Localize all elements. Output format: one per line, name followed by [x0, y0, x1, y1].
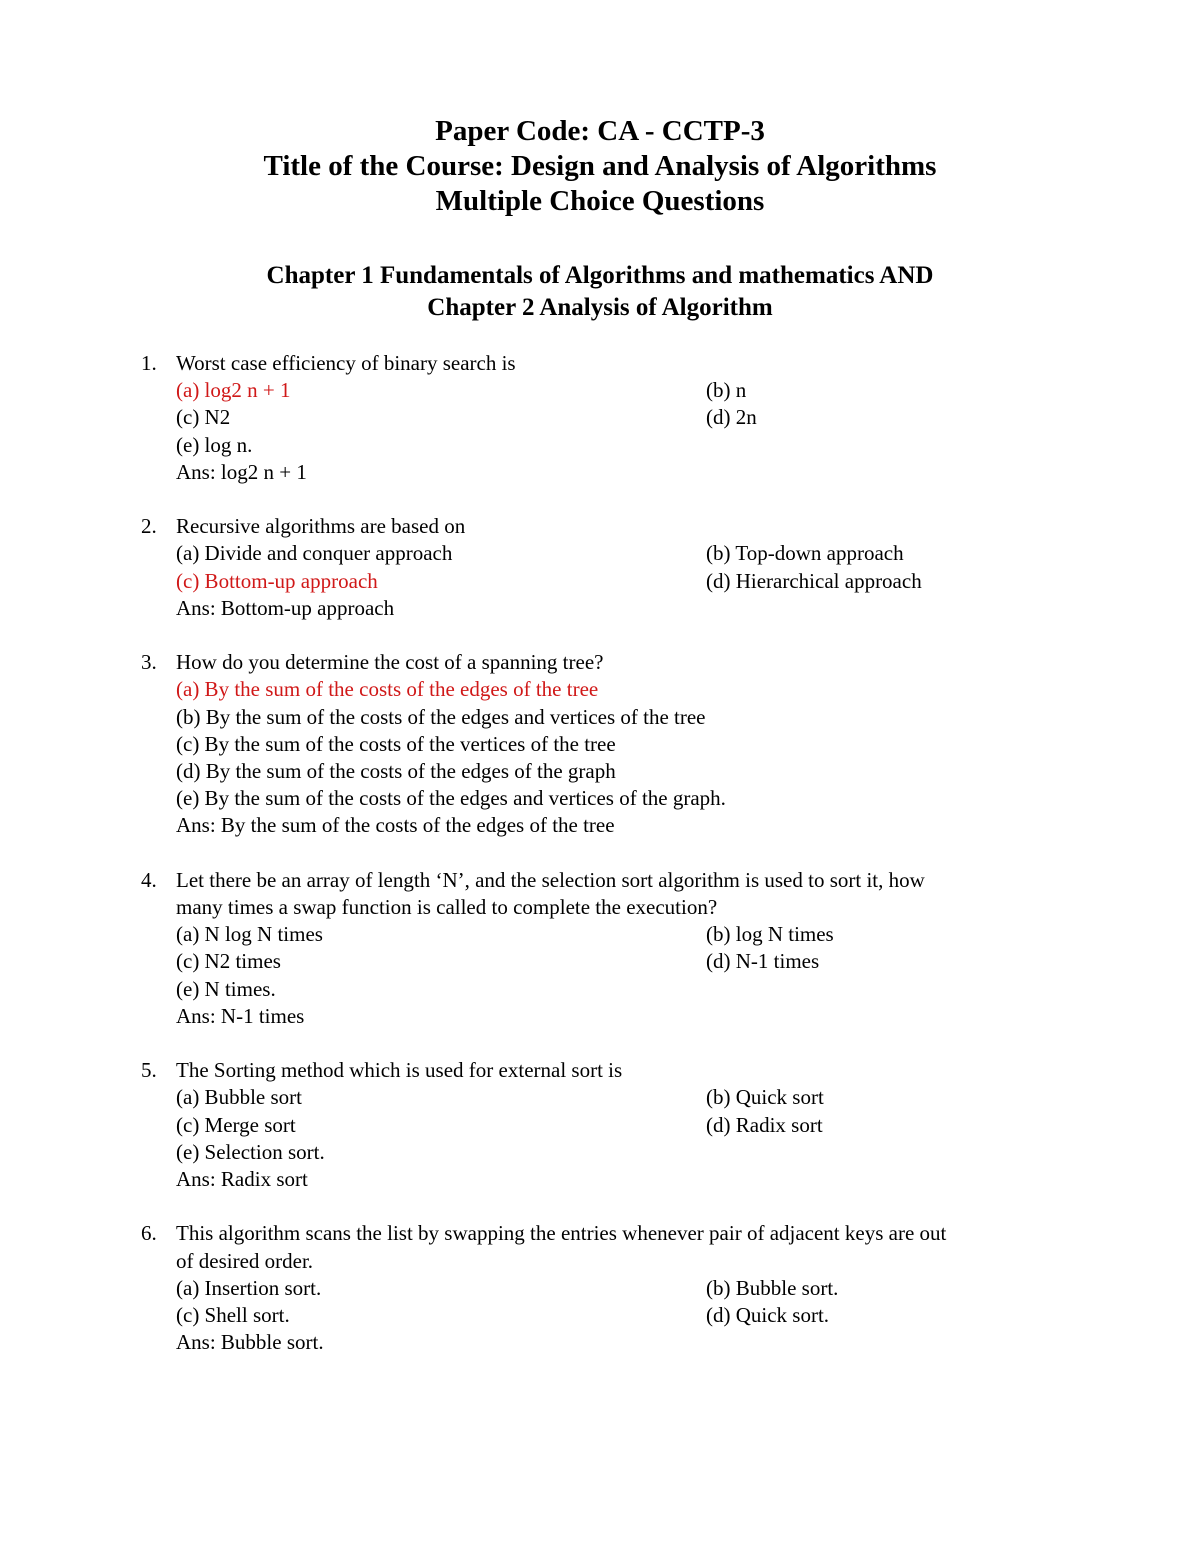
- question-text: How do you determine the cost of a spanning tree?: [176, 650, 604, 675]
- question-number: 6.: [141, 1221, 157, 1246]
- question-text-line-1: This algorithm scans the list by swapping the entries whenever pair of adjacent keys are out: [176, 1221, 947, 1246]
- option-a: (a) Divide and conquer approach: [176, 541, 453, 566]
- option-c: (c) N2: [176, 405, 231, 430]
- chapter-heading-line-2: Chapter 2 Analysis of Algorithm: [427, 294, 773, 321]
- option-b: (b) By the sum of the costs of the edges and vertices of the tree: [176, 704, 706, 729]
- option-c: (c) N2 times: [176, 949, 281, 974]
- question-text-line-1: Let there be an array of length ‘N’, and the selection sort algorithm is used to sort it, how: [176, 867, 925, 892]
- question-list: [141, 350, 1061, 1383]
- answer: Ans: Bottom-up approach: [176, 595, 395, 620]
- question-text-line-2: many times a swap function is called to complete the execution?: [176, 894, 718, 919]
- option-d: (d) Radix sort: [706, 1112, 823, 1137]
- answer: Ans: Bubble sort.: [176, 1330, 324, 1355]
- option-e: (e) By the sum of the costs of the edges and vertices of the graph.: [176, 786, 726, 811]
- question-6: [141, 1220, 1061, 1356]
- paper-code: Paper Code: CA - CCTP-3: [435, 115, 765, 147]
- question-number: 5.: [141, 1058, 157, 1083]
- option-d: (d) N-1 times: [706, 949, 820, 974]
- question-number: 3.: [141, 650, 157, 675]
- option-e: (e) Selection sort.: [176, 1139, 325, 1164]
- answer: Ans: By the sum of the costs of the edges of the tree: [176, 813, 615, 838]
- option-e: (e) log n.: [176, 432, 253, 457]
- question-text-line-2: of desired order.: [176, 1248, 314, 1273]
- option-c: (c) Merge sort: [176, 1112, 296, 1137]
- option-a: (a) Bubble sort: [176, 1085, 302, 1110]
- answer: Ans: Radix sort: [176, 1166, 308, 1191]
- option-b: (b) log N times: [706, 922, 834, 947]
- option-c: (c) Shell sort.: [176, 1302, 290, 1327]
- option-d: (d) Quick sort.: [706, 1302, 830, 1327]
- document-header: [0, 114, 1200, 219]
- chapter-heading-line-1: Chapter 1 Fundamentals of Algorithms and mathematics AND: [266, 262, 934, 289]
- question-number: 2.: [141, 514, 157, 539]
- question-text: Worst case efficiency of binary search is: [176, 351, 516, 375]
- option-d: (d) 2n: [706, 405, 757, 430]
- question-5: [141, 1057, 1061, 1193]
- question-number: 4.: [141, 867, 157, 892]
- option-a: (a) log2 n + 1: [176, 378, 291, 403]
- question-1: [141, 350, 1061, 486]
- option-b: (b) n: [706, 378, 747, 403]
- option-b: (b) Quick sort: [706, 1085, 824, 1110]
- answer: Ans: log2 n + 1: [176, 459, 307, 484]
- option-c: (c) Bottom-up approach: [176, 568, 378, 593]
- course-title: Title of the Course: Design and Analysis of Algorithms: [263, 150, 937, 182]
- question-text: The Sorting method which is used for external sort is: [176, 1058, 623, 1083]
- option-a: (a) N log N times: [176, 922, 323, 947]
- option-a: (a) Insertion sort.: [176, 1275, 322, 1300]
- question-4: [141, 867, 1061, 1030]
- question-3: [141, 649, 1061, 839]
- option-e: (e) N times.: [176, 976, 276, 1001]
- option-b: (b) Bubble sort.: [706, 1275, 839, 1300]
- option-a: (a) By the sum of the costs of the edges of the tree: [176, 677, 599, 702]
- option-d: (d) Hierarchical approach: [706, 568, 922, 593]
- answer: Ans: N-1 times: [176, 1003, 305, 1028]
- option-b: (b) Top-down approach: [706, 541, 904, 566]
- option-c: (c) By the sum of the costs of the vertices of the tree: [176, 731, 616, 756]
- document-subtitle: Multiple Choice Questions: [435, 185, 765, 217]
- question-text: Recursive algorithms are based on: [176, 514, 466, 539]
- option-d: (d) By the sum of the costs of the edges of the graph: [176, 758, 616, 783]
- question-number: 1.: [141, 351, 157, 375]
- chapter-heading: [0, 260, 1200, 324]
- question-2: [141, 513, 1061, 622]
